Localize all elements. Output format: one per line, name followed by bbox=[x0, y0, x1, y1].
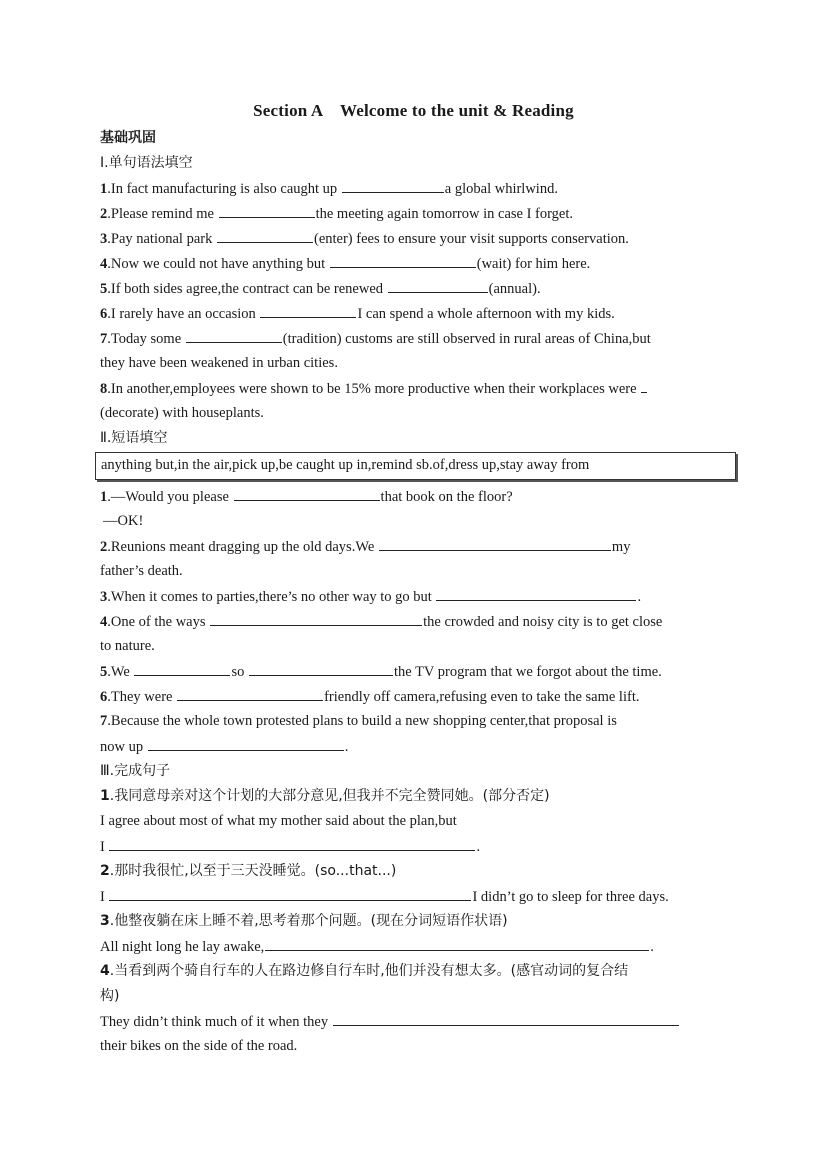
part3-item-4-cn: 4.当看到两个骑自行车的人在路边修自行车时,他们并没有想太多。(感官动词的复合结 bbox=[100, 963, 629, 979]
part2-item-2: 2.Reunions meant dragging up the old days.We my bbox=[100, 536, 630, 556]
answer-blank[interactable] bbox=[210, 611, 422, 626]
part1-item-6: 6.I rarely have an occasion I can spend a whole afternoon with my kids. bbox=[100, 303, 615, 323]
answer-blank[interactable] bbox=[217, 228, 313, 243]
part3-item-3-cn: 3.他整夜躺在床上睡不着,思考着那个问题。(现在分词短语作状语) bbox=[100, 913, 508, 929]
part2-item-7: 7.Because the whole town protested plans to build a new shopping center,that proposal is bbox=[100, 713, 617, 729]
part3-item-4-answer: They didn’t think much of it when they bbox=[100, 1011, 680, 1031]
part3-item-2-cn: 2.那时我很忙,以至于三天没睡觉。(so...that...) bbox=[100, 863, 397, 879]
part3-item-1-answer: I . bbox=[100, 836, 480, 856]
part2-item-3: 3.When it comes to parties,there’s no other way to go but . bbox=[100, 586, 641, 606]
part2-item-4-cont: to nature. bbox=[100, 638, 155, 654]
answer-blank[interactable] bbox=[109, 886, 471, 901]
answer-blank[interactable] bbox=[249, 661, 393, 676]
part3-item-1-en: I agree about most of what my mother said about the plan,but bbox=[100, 813, 457, 829]
part1-item-3: 3.Pay national park (enter) fees to ensure your visit supports conservation. bbox=[100, 228, 629, 248]
part2-item-2-cont: father’s death. bbox=[100, 563, 183, 579]
answer-blank[interactable] bbox=[186, 328, 282, 343]
answer-blank[interactable] bbox=[641, 378, 647, 393]
phrase-word-list: anything but,in the air,pick up,be caught up in,remind sb.of,dress up,stay away from bbox=[101, 457, 590, 473]
part3-item-4-cn-cont: 构) bbox=[100, 988, 120, 1004]
part3-item-1-cn: 1.我同意母亲对这个计划的大部分意见,但我并不完全赞同她。(部分否定) bbox=[100, 788, 550, 804]
answer-blank[interactable] bbox=[342, 178, 444, 193]
answer-blank[interactable] bbox=[219, 203, 315, 218]
part1-item-7: 7.Today some (tradition) customs are still observed in rural areas of China,but bbox=[100, 328, 651, 348]
section-heading: 基础巩固 bbox=[100, 130, 156, 146]
answer-blank[interactable] bbox=[134, 661, 230, 676]
part1-item-4: 4.Now we could not have anything but (wait) for him here. bbox=[100, 253, 590, 273]
part1-heading: Ⅰ.单句语法填空 bbox=[100, 155, 193, 171]
page-title: Section A Welcome to the unit & Reading bbox=[253, 101, 574, 120]
answer-blank[interactable] bbox=[436, 586, 636, 601]
part2-item-5: 5.We so the TV program that we forgot about the time. bbox=[100, 661, 662, 681]
part1-item-1: 1.In fact manufacturing is also caught up a global whirlwind. bbox=[100, 178, 558, 198]
part2-item-4: 4.One of the ways the crowded and noisy city is to get close bbox=[100, 611, 662, 631]
answer-blank[interactable] bbox=[109, 836, 475, 851]
part1-item-2: 2.Please remind me the meeting again tomorrow in case I forget. bbox=[100, 203, 573, 223]
part2-item-1-reply: —OK! bbox=[103, 513, 144, 529]
answer-blank[interactable] bbox=[333, 1011, 679, 1026]
answer-blank[interactable] bbox=[330, 253, 476, 268]
answer-blank[interactable] bbox=[234, 486, 380, 501]
part1-item-7-cont: they have been weakened in urban cities. bbox=[100, 355, 338, 371]
part3-item-4-cont: their bikes on the side of the road. bbox=[100, 1038, 298, 1054]
part3-item-3-answer: All night long he lay awake, . bbox=[100, 936, 654, 956]
part2-item-1: 1.—Would you please that book on the floor? bbox=[100, 486, 513, 506]
part3-heading: Ⅲ.完成句子 bbox=[100, 763, 171, 779]
answer-blank[interactable] bbox=[148, 736, 344, 751]
answer-blank[interactable] bbox=[388, 278, 488, 293]
answer-blank[interactable] bbox=[265, 936, 649, 951]
phrase-word-box bbox=[95, 452, 736, 480]
answer-blank[interactable] bbox=[379, 536, 611, 551]
part2-item-7-cont: now up . bbox=[100, 736, 348, 756]
part1-item-8: 8.In another,employees were shown to be 15% more productive when their workplaces were bbox=[100, 378, 648, 398]
part1-item-8-cont: (decorate) with houseplants. bbox=[100, 405, 264, 421]
part1-item-5: 5.If both sides agree,the contract can be renewed (annual). bbox=[100, 278, 541, 298]
answer-blank[interactable] bbox=[177, 686, 323, 701]
part3-item-2-answer: I I didn’t go to sleep for three days. bbox=[100, 886, 669, 906]
answer-blank[interactable] bbox=[260, 303, 356, 318]
part2-item-6: 6.They were friendly off camera,refusing even to take the same lift. bbox=[100, 686, 639, 706]
part2-heading: Ⅱ.短语填空 bbox=[100, 430, 168, 446]
